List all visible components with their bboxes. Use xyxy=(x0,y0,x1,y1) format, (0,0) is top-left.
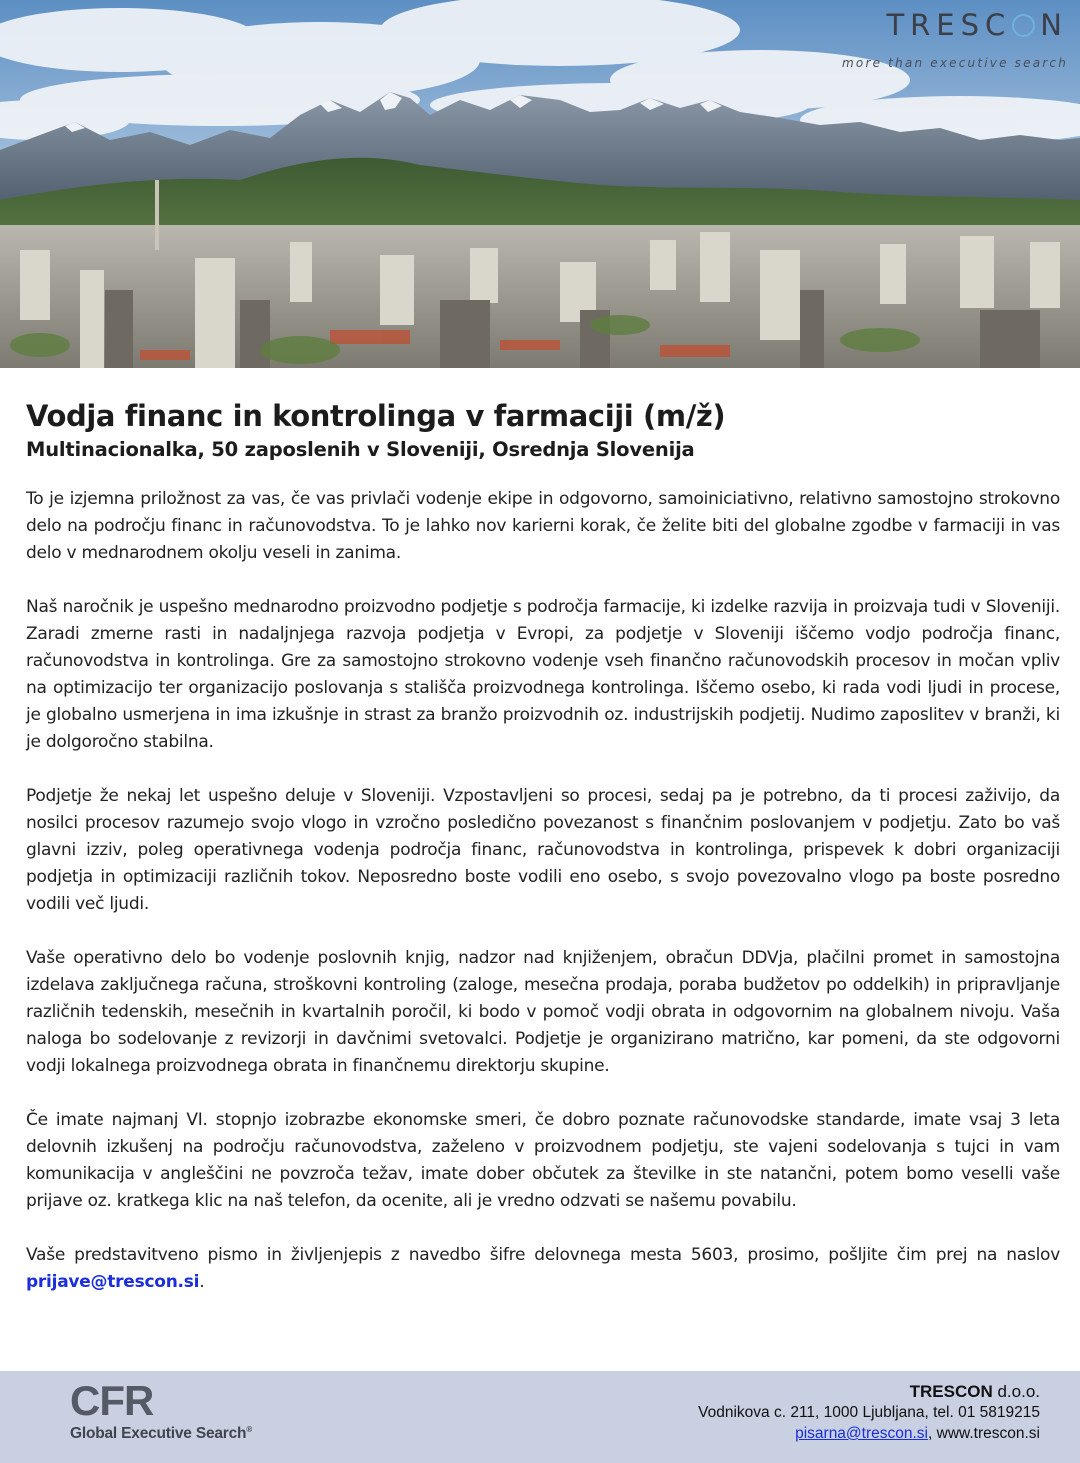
paragraph-client: Naš naročnik je uspešno mednarodno proizvodno podjetje s področja farmacije, ki izdelke razvija in proizvaja tudi v Sloveniji. Zaradi zmerne rasti in nadaljnjega razvoja podjetja v Evropi, za podjetje v Sloveniji iščemo vodjo področja financ, računovodstva in kontrolinga. Gre za samostojno strokovno vodenje vseh finančno računovodskih procesov in močan vpliv na optimizacijo ter organizacijo poslovanja s stališča proizvodnega kontrolinga. Iščemo osebo, ki rada vodi ljudi in procese, je globalno usmerjena in ima izkušnje in strast za branžo proizvodnih oz. industrijskih podjetij. Nudimo zaposlitev v branži, ki je dolgoročno stabilna. xyxy=(26,597,1060,752)
paragraph-duties: Vaše operativno delo bo vodenje poslovnih knjig, nadzor nad knjiženjem, obračun DDVja, plačilni promet in samostojna izdelava zaključnega računa, stroškovni kontroling (zaloge, mesečna prodaja, poraba budžetov po oddelkih) in pripravljanje različnih tedenskih, mesečnih in kvartalnih poročil, ki bodo v pomoč vodji obrata in odgovornim na globalnem nivoju. Vaša naloga bo sodelovanje z revizorji in davčnimi svetovalci. Podjetje je organizirano matrično, kar pomeni, da ste odgovorni vodji lokalnega proizvodnega obrata in finančnemu direktorju skupine. xyxy=(26,948,1060,1076)
cfr-registered-mark: ® xyxy=(246,1425,253,1434)
company-name-bold: TRESCON xyxy=(909,1382,993,1401)
cfr-mark: CFR xyxy=(70,1377,154,1424)
paragraph-company: Podjetje že nekaj let uspešno deluje v Sloveniji. Vzpostavljeni so procesi, sedaj pa je potrebno, da ti procesi zaživijo, da nosilci procesov razumejo svojo vlogo in vzročno posledično povezanost s finančnim poslovanjem v podjetju. Zato bo vaš glavni izziv, poleg operativnega vodenja področja financ, računovodstva in kontrolinga, prispevek k dobri organizaciji podjetja in optimizaciji različnih tokov. Neposredno boste vodili eno osebo, s svojo povezovalno vlogo pa boste posredno vodili več ljudi. xyxy=(26,786,1060,914)
job-posting xyxy=(26,396,1060,1296)
brand-logo-text xyxy=(842,8,1068,42)
company-name xyxy=(698,1382,1040,1402)
page-title: Vodja financ in kontrolinga v farmaciji (m/ž) xyxy=(26,399,726,433)
application-email-link[interactable]: prijave@trescon.si xyxy=(26,1272,200,1292)
hero-image xyxy=(0,0,1080,368)
page-subtitle: Multinacionalka, 50 zaposlenih v Sloveniji, Osrednja Slovenija xyxy=(26,438,695,461)
web-separator: , xyxy=(928,1425,937,1442)
cfr-logo xyxy=(70,1377,253,1443)
chimney xyxy=(155,180,159,250)
footer xyxy=(0,1371,1080,1463)
job-description xyxy=(26,486,1060,1296)
trescon-logo xyxy=(842,8,1068,70)
application-text-end: . xyxy=(199,1272,205,1292)
logo-text-right: N xyxy=(1040,8,1068,42)
paragraph-intro: To je izjemna priložnost za vas, če vas privlači vodenje ekipe in odgovorno, samoiniciativno, relativno samostojno strokovno delo na področju financ in računovodstva. To je lahko nov karierni korak, če želite biti del globalne zgodbe v farmaciji in vas delo v mednarodnem okolju veseli in zanima. xyxy=(26,489,1060,563)
cfr-subtitle-text: Global Executive Search xyxy=(70,1425,247,1443)
company-address: Vodnikova c. 211, 1000 Ljubljana, tel. 01 5819215 xyxy=(698,1404,1040,1421)
paragraph-requirements: Če imate najmanj VI. stopnjo izobrazbe ekonomske smeri, če dobro poznate računovodske standarde, imate vsaj 3 leta delovnih izkušenj na področju računovodstva, zaželeno v proizvodnem podjetju, ste vajeni sodelovanja s tujci in vam komunikacija v angleščini ne povzroča težav, imate dober občutek za številke in ste natančni, potem bomo veselli vaše prijave oz. kratkega klic na naš telefon, da ocenite, ali je vredno odzvati se našemu povabilu. xyxy=(26,1110,1060,1211)
paragraph-application xyxy=(26,1242,1060,1296)
company-web xyxy=(698,1423,1040,1444)
company-email-link[interactable]: pisarna@trescon.si xyxy=(795,1425,928,1442)
application-text: Vaše predstavitveno pismo in življenjepis z navedbo šifre delovnega mesta 5603, prosimo, pošljite čim prej na naslov xyxy=(26,1245,1060,1265)
company-name-suffix: d.o.o. xyxy=(992,1382,1040,1401)
cfr-subtitle xyxy=(70,1425,252,1443)
company-website[interactable]: www.trescon.si xyxy=(936,1425,1040,1442)
company-contact xyxy=(698,1382,1040,1444)
logo-o-ring-icon xyxy=(1012,14,1035,37)
brand-tagline: more than executive search xyxy=(842,56,1068,70)
logo-text-left: TRESC xyxy=(886,8,1012,42)
